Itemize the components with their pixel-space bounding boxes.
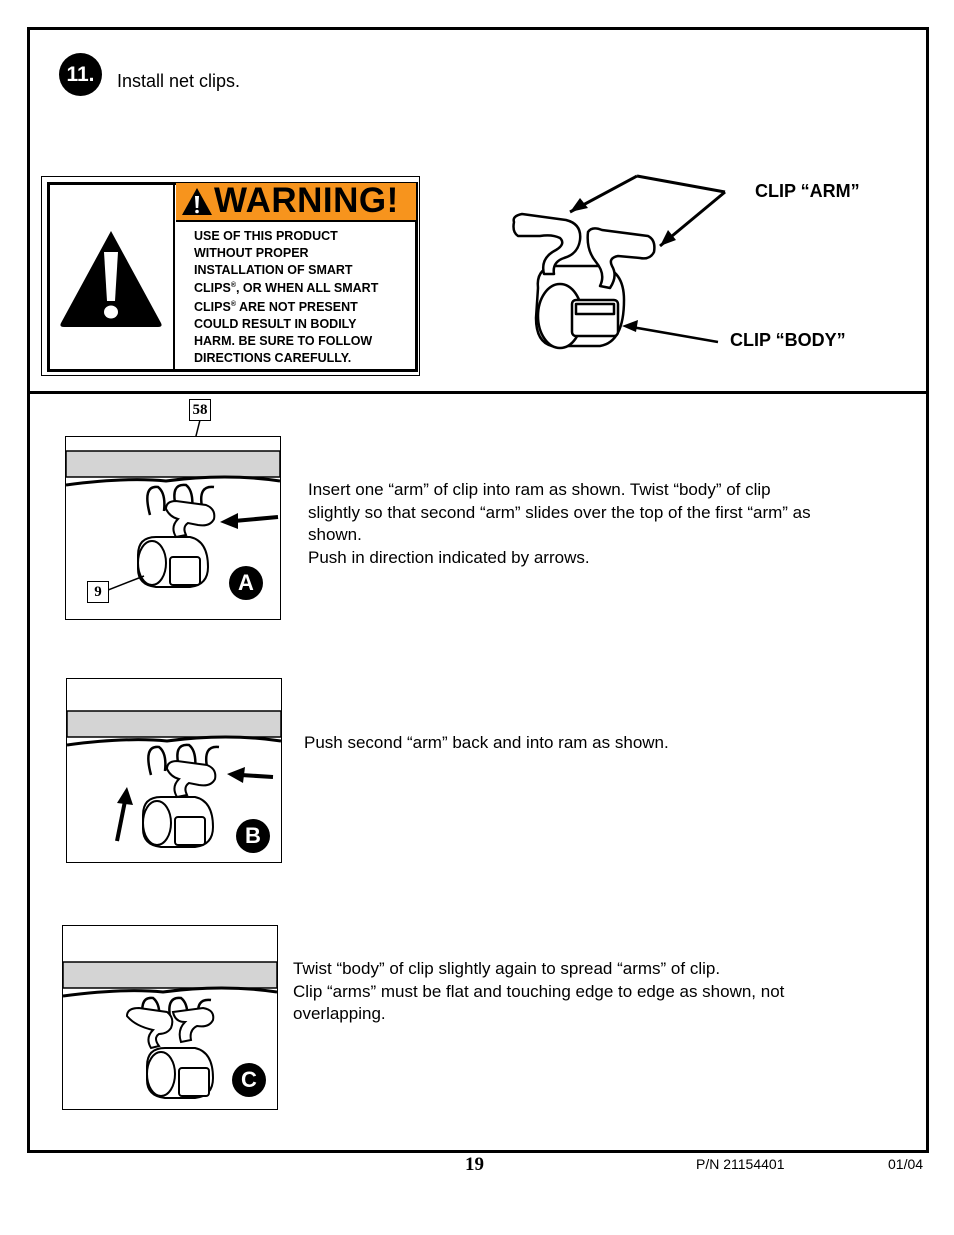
warning-line: CLIPS: [194, 281, 231, 296]
step-a-text: [308, 479, 888, 569]
warning-line: USE OF THIS PRODUCT: [194, 229, 338, 243]
warning-line: CLIPS: [194, 300, 231, 315]
step-a-letter: A: [238, 570, 254, 595]
text-line: Insert one “arm” of clip into ram as shown. Twist “body” of clip: [308, 480, 771, 499]
warning-banner-icon: [181, 186, 213, 218]
registered-mark: ®: [230, 282, 236, 290]
callout-clip-leader: [108, 570, 148, 595]
text-line: overlapping.: [293, 1004, 386, 1023]
warning-line: INSTALLATION OF SMART: [194, 262, 353, 277]
clip-arm-label: CLIP “ARM”: [755, 181, 860, 201]
step-c-illustration: [62, 925, 278, 1110]
clip-diagram: [500, 170, 740, 360]
warning-line: COULD RESULT IN BODILY: [194, 317, 357, 332]
page-number: 19: [465, 1154, 484, 1175]
callout-ram: 58: [189, 399, 211, 421]
warning-triangle-icon: [57, 227, 165, 328]
text-line: shown.: [308, 525, 362, 544]
warning-title: WARNING!: [214, 181, 399, 220]
step-b-text: [304, 732, 884, 755]
step-number-badge: 11.: [59, 53, 102, 96]
step-b-illustration: [66, 678, 282, 863]
part-number: P/N 21154401: [696, 1156, 785, 1172]
warning-text: [194, 228, 409, 367]
text-line: Clip “arms” must be flat and touching edge to edge as shown, not: [293, 981, 785, 1001]
section-divider: [27, 391, 926, 394]
step-c-text: [293, 958, 893, 1026]
step-title: Install net clips.: [117, 71, 241, 91]
revision-date: 01/04: [888, 1156, 924, 1172]
registered-mark: ®: [230, 301, 236, 309]
step-b-letter: B: [245, 823, 261, 848]
clip-body-label: CLIP “BODY”: [730, 330, 846, 350]
warning-line: HARM. BE SURE TO FOLLOW: [194, 334, 373, 349]
warning-line: DIRECTIONS CAREFULLY.: [194, 350, 352, 365]
step-c-letter: C: [241, 1067, 257, 1092]
callout-clip: 9: [87, 581, 109, 603]
text-line: slightly so that second “arm” slides over the top of the first “arm” as: [308, 502, 811, 522]
warning-separator: [173, 182, 175, 371]
text-line: Twist “body” of clip slightly again to spread “arms” of clip.: [293, 959, 721, 978]
text-line: Push second “arm” back and into ram as shown.: [304, 733, 669, 752]
warning-line: WITHOUT PROPER: [194, 245, 309, 260]
warning-line: , OR WHEN ALL SMART: [235, 281, 379, 296]
text-line: Push in direction indicated by arrows.: [308, 547, 590, 567]
warning-line: ARE NOT PRESENT: [235, 300, 358, 315]
